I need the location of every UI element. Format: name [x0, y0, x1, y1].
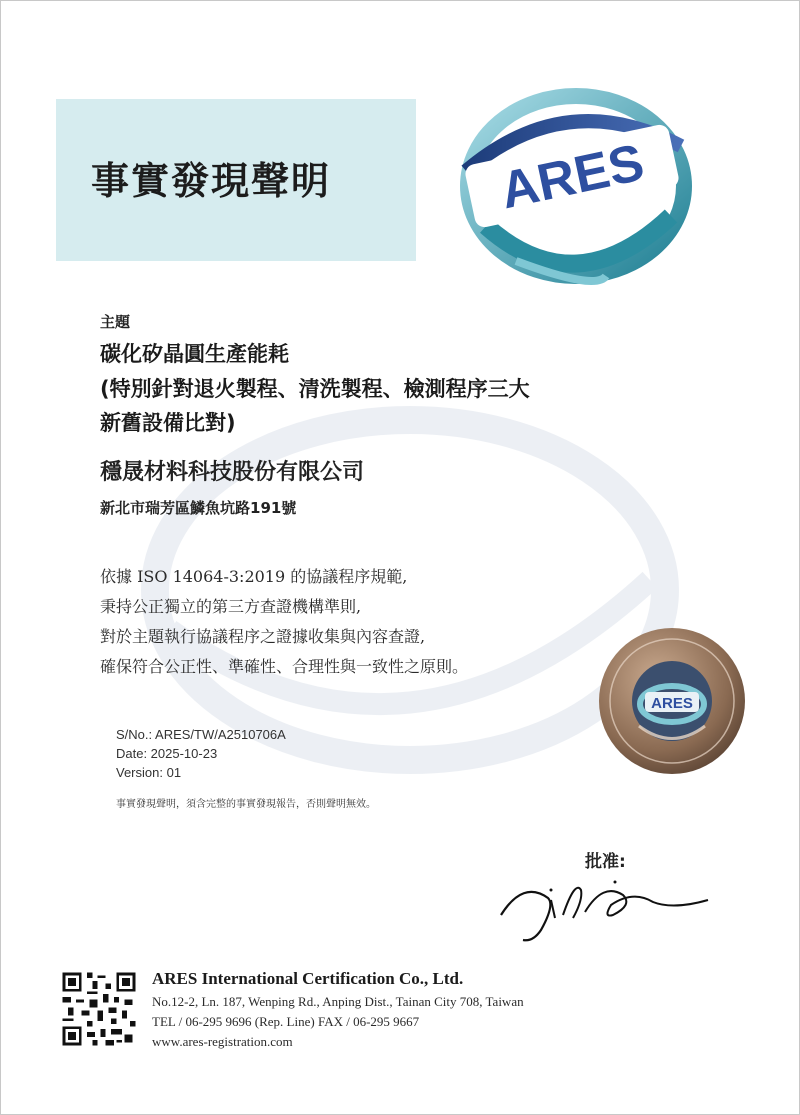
qr-code-icon — [60, 970, 138, 1048]
company-name: 穩晟材料科技股份有限公司 — [100, 460, 365, 485]
subject-line: 新舊設備比對) — [100, 411, 236, 435]
svg-text:ARES: ARES — [651, 695, 693, 712]
ares-logo-icon — [446, 76, 696, 296]
serial-number: S/No.: ARES/TW/A2510706A — [116, 727, 286, 742]
approval-label: 批准: — [585, 852, 626, 872]
footer-company-name: ARES International Certification Co., Ltd. — [152, 969, 464, 988]
footer-website[interactable]: www.ares-registration.com — [152, 1034, 293, 1049]
footer-address: No.12-2, Ln. 187, Wenping Rd., Anping Dist., Tainan City 708, Taiwan — [152, 994, 524, 1009]
company-address: 新北市瑞芳區鱗魚坑路191號 — [100, 499, 297, 517]
document-title: 事實發現聲明 — [91, 158, 332, 203]
validity-note: 事實發現聲明，須含完整的事實發現報告，否則聲明無效。 — [116, 799, 376, 810]
subject-label: 主題 — [100, 313, 131, 331]
signature-icon — [493, 860, 718, 945]
statement-line: 對於主題執行協議程序之證據收集與內容查證, — [100, 627, 426, 646]
subject-line: (特別針對退火製程、清洗製程、檢測程序三大 — [100, 377, 530, 401]
statement-line: 依據 ISO 14064-3:2019 的協議程序規範, — [100, 567, 408, 586]
footer-phone-fax: TEL / 06-295 9696 (Rep. Line) FAX / 06-295 9667 — [152, 1014, 420, 1029]
subject-line: 碳化矽晶圓生產能耗 — [100, 342, 289, 366]
certification-seal-icon — [597, 626, 747, 776]
statement-line: 確保符合公正性、準確性、合理性與一致性之原則。 — [100, 657, 469, 676]
version: Version: 01 — [116, 765, 182, 780]
issue-date: Date: 2025-10-23 — [116, 746, 218, 761]
statement-line: 秉持公正獨立的第三方查證機構準則, — [100, 597, 362, 616]
logo-text: ARES — [495, 133, 649, 221]
